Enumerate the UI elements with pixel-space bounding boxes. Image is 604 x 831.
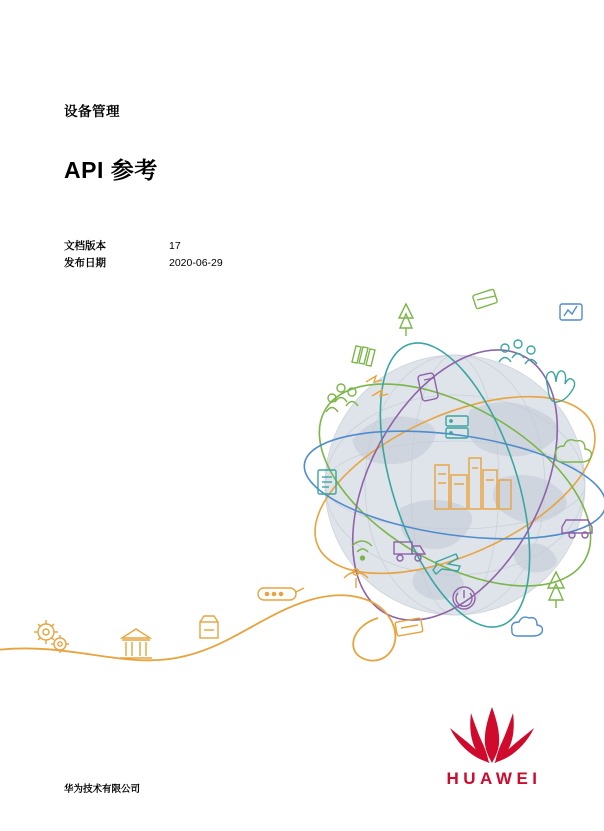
- title-block: [64, 100, 504, 185]
- tree-icon: [399, 304, 413, 336]
- power-icon: [453, 587, 475, 609]
- bank-icon: [120, 629, 152, 658]
- huawei-wordmark: HUAWEI: [446, 769, 542, 788]
- card-icon: [472, 289, 497, 309]
- shop-icon: [200, 616, 218, 638]
- metadata-label: 文档版本: [64, 240, 106, 252]
- signal-icon: [560, 304, 582, 320]
- hand-icon: [546, 371, 574, 402]
- document-metadata: [64, 238, 223, 272]
- ticket-icon: [395, 618, 423, 636]
- metadata-value: 2020-06-29: [169, 257, 223, 269]
- metadata-row: [64, 238, 223, 255]
- pine-tree-icon: [548, 572, 564, 608]
- huawei-logo: [432, 703, 552, 789]
- document-title: API 参考: [64, 157, 158, 183]
- document-subject: 设备管理: [64, 104, 120, 119]
- path-icons: [34, 588, 304, 658]
- books-icon: [352, 346, 375, 366]
- metadata-value: 17: [169, 240, 181, 252]
- footer-company-name: 华为技术有限公司: [64, 784, 141, 795]
- globe-network-illustration: [0, 270, 604, 700]
- cloud-small-icon: [512, 617, 543, 636]
- illustration-svg: [0, 270, 604, 700]
- huawei-flower-logo-icon: [438, 703, 546, 765]
- train-icon: [258, 588, 304, 600]
- metadata-label: 发布日期: [64, 257, 106, 269]
